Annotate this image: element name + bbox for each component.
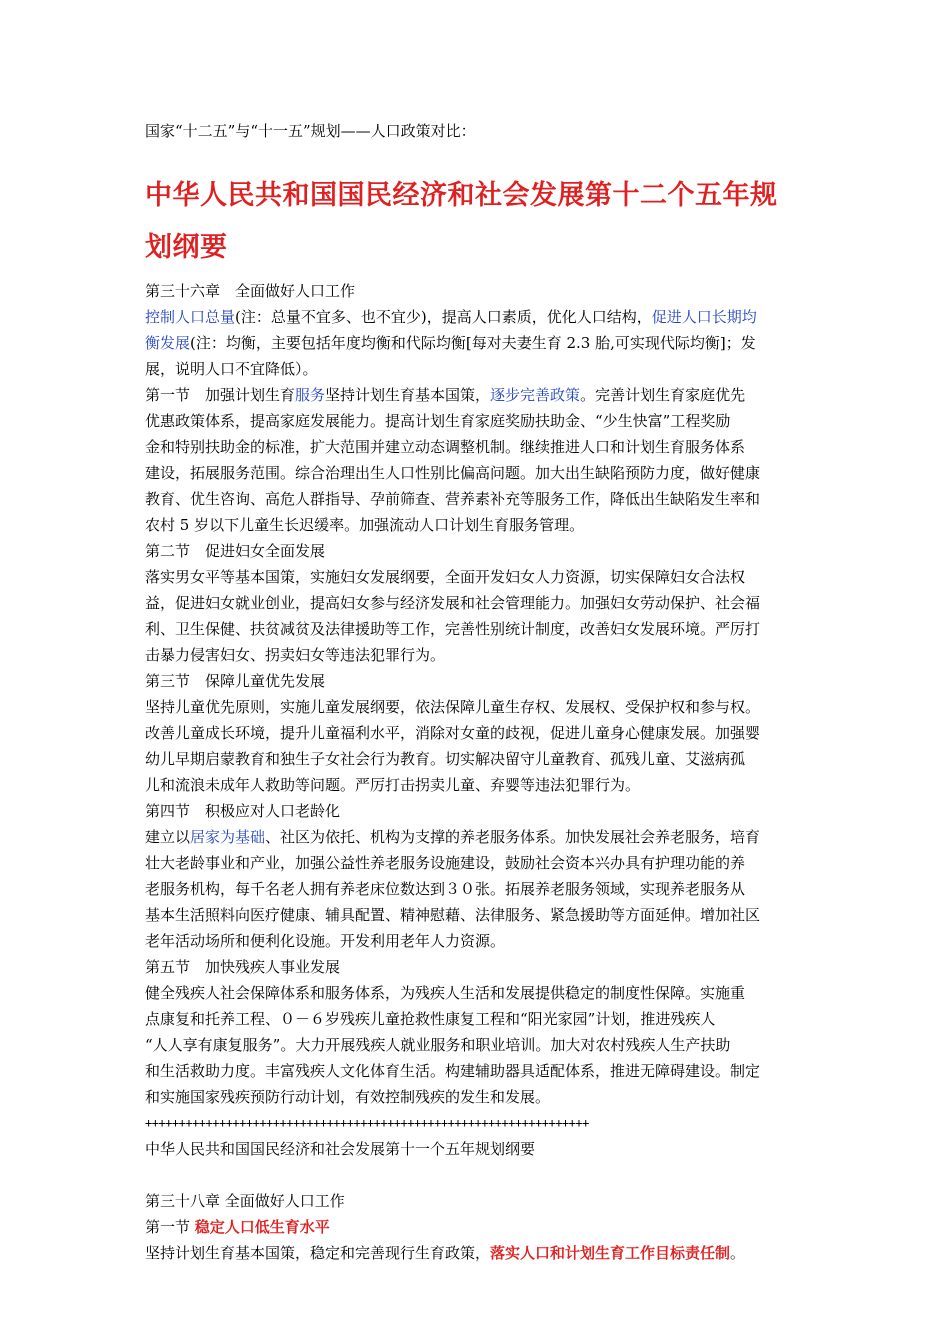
paragraph-line bbox=[145, 330, 810, 356]
paragraph-line: 农村 5 岁以下儿童生长迟缓率。加强流动人口计划生育服务管理。 bbox=[145, 516, 585, 534]
paragraph-line: 坚持儿童优先原则，实施儿童发展纲要，依法保障儿童生存权、发展权、受保护权和参与权。 bbox=[145, 698, 761, 716]
chapter-36-heading: 第三十六章 全面做好人口工作 bbox=[145, 282, 356, 300]
paragraph-line: 健全残疾人社会保障体系和服务体系，为残疾人生活和发展提供稳定的制度性保障。实施重 bbox=[145, 984, 746, 1002]
paragraph-line: 建设，拓展服务范围。综合治理出生人口性别比偏高问题。加大出生缺陷预防力度，做好健康 bbox=[145, 464, 761, 482]
text-span: 坚持计划生育基本国策， bbox=[325, 386, 491, 404]
blank-line bbox=[145, 1162, 810, 1188]
intro-line: 国家“十二五”与“十一五”规划——人口政策对比： bbox=[145, 122, 476, 140]
paragraph-line bbox=[145, 304, 810, 330]
paragraph-line: 老服务机构，每千名老人拥有养老床位数达到３０张。拓展养老服务领域，实现养老服务从 bbox=[145, 880, 746, 898]
paragraph-line: 基本生活照料向医疗健康、辅具配置、精神慰藉、法律服务、紧急援助等方面延伸。增加社区 bbox=[145, 906, 761, 924]
paragraph-line: 和生活救助力度。丰富残疾人文化体育生活。构建辅助器具适配体系，推进无障碍建设。制定 bbox=[145, 1062, 761, 1080]
text-span: 坚持计划生育基本国策，稳定和完善现行生育政策， bbox=[145, 1244, 491, 1262]
text-span: 。完善计划生育家庭优先 bbox=[580, 386, 746, 404]
text-span: (注：均衡，主要包括年度均衡和代际均衡[每对夫妻生育 2.3 胎,可实现代际均衡]；发 bbox=[190, 334, 756, 352]
title-line-2: 划纲要 bbox=[145, 232, 228, 263]
section-5-heading: 第五节 加快残疾人事业发展 bbox=[145, 958, 341, 976]
paragraph-line: 儿和流浪未成年人救助等问题。严厉打击拐卖儿童、弃婴等违法犯罪行为。 bbox=[145, 776, 641, 794]
paragraph-line: 利、卫生保健、扶贫减贫及法律援助等工作，完善性别统计制度，改善妇女发展环境。严厉打 bbox=[145, 620, 761, 638]
highlight-gradually-improve-policy: 逐步完善政策 bbox=[490, 386, 581, 404]
document-page bbox=[145, 118, 810, 1266]
text-span: 建立以 bbox=[145, 828, 191, 846]
text-span: 、社区为依托、机构为支撑的养老服务体系。加快发展社会养老服务，培育 bbox=[265, 828, 761, 846]
paragraph-line: 点康复和托养工程、０－６岁残疾儿童抢救性康复工程和“阳光家园”计划，推进残疾人 bbox=[145, 1010, 716, 1028]
paragraph-line: 改善儿童成长环境，提升儿童福利水平，消除对女童的歧视，促进儿童身心健康发展。加强婴 bbox=[145, 724, 761, 742]
paragraph-line bbox=[145, 1240, 810, 1266]
highlight-balanced-development-cont: 衡发展 bbox=[145, 334, 191, 352]
eleventh-plan-title: 中华人民共和国国民经济和社会发展第十一个五年规划纲要 bbox=[145, 1140, 536, 1158]
section-1-heading: 第一节 加强计划生育 bbox=[145, 386, 296, 404]
paragraph-line: 金和特别扶助金的标准，扩大范围并建立动态调整机制。继续推进人口和计划生育服务体系 bbox=[145, 438, 746, 456]
title-line-1: 中华人民共和国国民经济和社会发展第十二个五年规 bbox=[145, 180, 778, 211]
highlight-control-population: 控制人口总量 bbox=[145, 308, 236, 326]
paragraph-line: 幼儿早期启蒙教育和独生子女社会行为教育。切实解决留守儿童教育、孤残儿童、艾滋病孤 bbox=[145, 750, 746, 768]
paragraph-line: 老年活动场所和便利化设施。开发利用老年人力资源。 bbox=[145, 932, 506, 950]
section-3-heading: 第三节 保障儿童优先发展 bbox=[145, 672, 326, 690]
paragraph-line: 落实男女平等基本国策，实施妇女发展纲要，全面开发妇女人力资源，切实保障妇女合法权 bbox=[145, 568, 746, 586]
text-span: (注：总量不宜多、也不宜少)，提高人口素质，优化人口结构， bbox=[235, 308, 652, 326]
highlight-service: 服务 bbox=[295, 386, 326, 404]
highlight-home-based: 居家为基础 bbox=[190, 828, 266, 846]
text-span: 。 bbox=[730, 1244, 746, 1262]
twelfth-plan-title bbox=[145, 172, 810, 272]
separator-line: ++++++++++++++++++++++++++++++++++++++++++++++++++++++++++++++++++ bbox=[145, 1116, 589, 1130]
paragraph-line bbox=[145, 824, 810, 850]
section-4-heading: 第四节 积极应对人口老龄化 bbox=[145, 802, 341, 820]
chapter-38-heading: 第三十八章 全面做好人口工作 bbox=[145, 1192, 345, 1210]
paragraph-line: 壮大老龄事业和产业，加强公益性养老服务设施建设，鼓励社会资本兴办具有护理功能的养 bbox=[145, 854, 746, 872]
highlight-stable-low-fertility: 稳定人口低生育水平 bbox=[194, 1218, 330, 1236]
highlight-balanced-development: 促进人口长期均 bbox=[651, 308, 757, 326]
paragraph-line: 益，促进妇女就业创业，提高妇女参与经济发展和社会管理能力。加强妇女劳动保护、社会福 bbox=[145, 594, 761, 612]
highlight-target-responsibility: 落实人口和计划生育工作目标责任制 bbox=[490, 1244, 731, 1262]
paragraph-line: 展，说明人口不宜降低）。 bbox=[145, 360, 318, 378]
section-2-heading: 第二节 促进妇女全面发展 bbox=[145, 542, 326, 560]
paragraph-line: 击暴力侵害妇女、拐卖妇女等违法犯罪行为。 bbox=[145, 646, 446, 664]
paragraph-line: “人人享有康复服务”。大力开展残疾人就业服务和职业培训。加大对农村残疾人生产扶助 bbox=[145, 1036, 731, 1054]
chapter-36 bbox=[145, 278, 810, 1110]
paragraph-line: 优惠政策体系，提高家庭发展能力。提高计划生育家庭奖励扶助金、“少生快富”工程奖励 bbox=[145, 412, 731, 430]
chapter-38 bbox=[145, 1188, 810, 1266]
section-1-line bbox=[145, 382, 810, 408]
section-1-heading-11th bbox=[145, 1214, 810, 1240]
paragraph-line: 教育、优生咨询、高危人群指导、孕前筛查、营养素补充等服务工作，降低出生缺陷发生率和 bbox=[145, 490, 761, 508]
text-span: 第一节 bbox=[145, 1218, 195, 1236]
paragraph-line: 和实施国家残疾预防行动计划，有效控制残疾的发生和发展。 bbox=[145, 1088, 551, 1106]
